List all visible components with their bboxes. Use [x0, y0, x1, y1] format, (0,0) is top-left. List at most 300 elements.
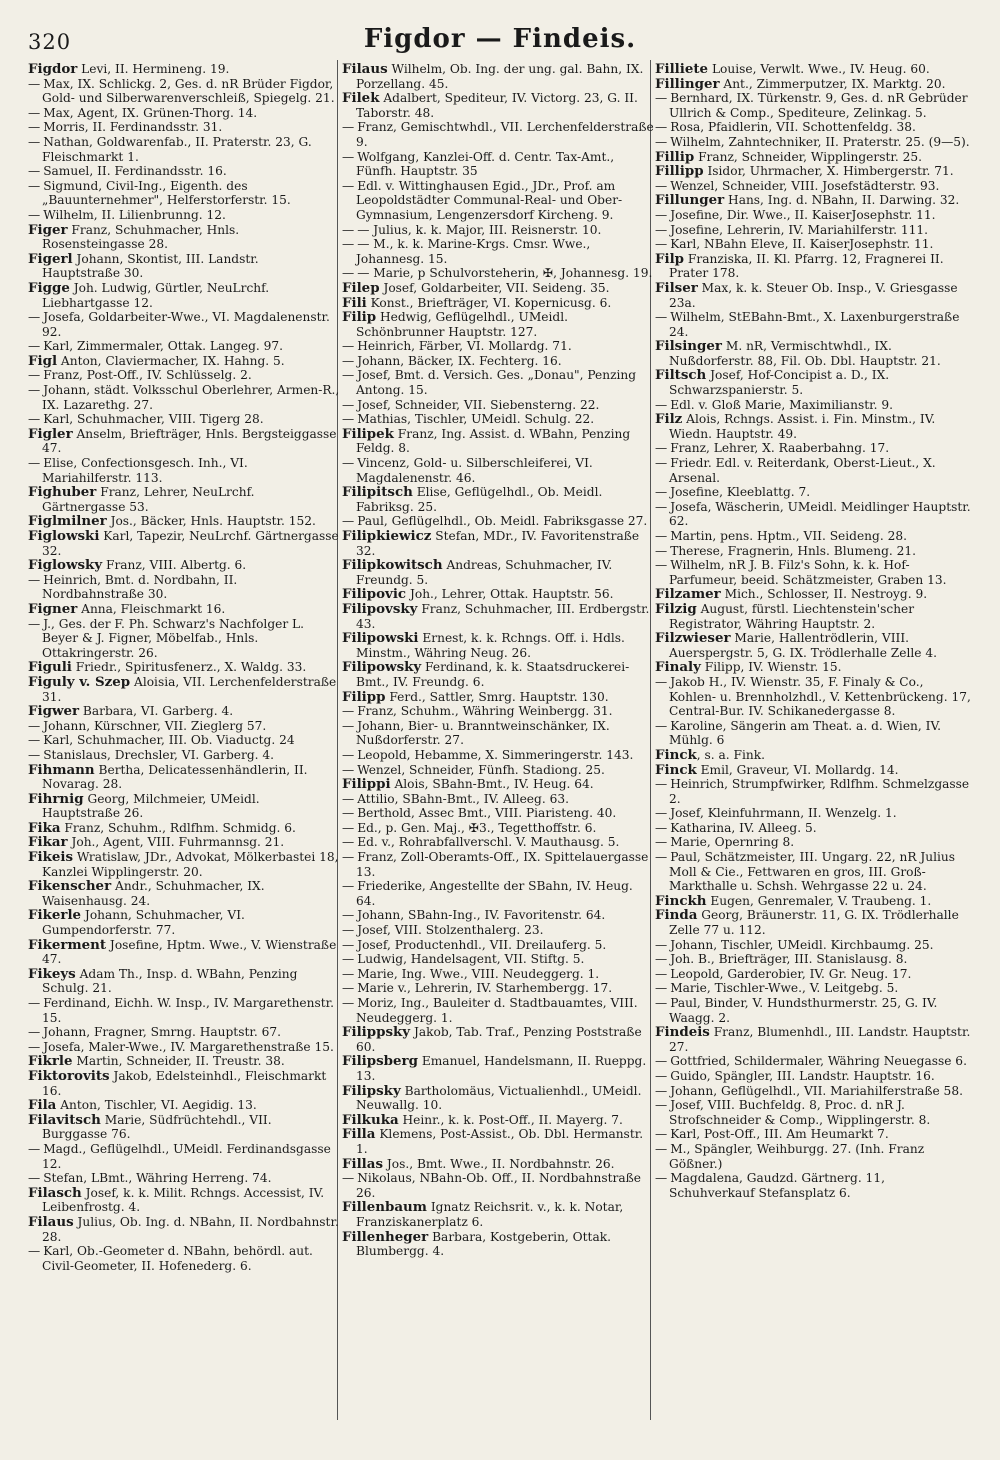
entry-details: Max, IX. Schlickg. 2, Ges. d. nR Brüder Figdor, Gold- und Silberwarenverschleiß, Spiegelg. 21.: [42, 76, 335, 106]
directory-entry: [28, 1186, 340, 1215]
directory-entry: [28, 1069, 340, 1098]
entry-surname: Fika: [28, 819, 61, 836]
entry-surname: Figner: [28, 600, 78, 617]
entry-details: Johann, Bier- u. Branntweinschänker, IX. Nußdorferstr. 27.: [356, 718, 610, 748]
ditto-dash: —: [342, 835, 355, 850]
ditto-dash: —: [655, 134, 668, 149]
entry-details: Johann, Skontist, III. Landstr. Hauptstraße 30.: [42, 251, 259, 281]
directory-entry: [655, 237, 973, 252]
directory-entry: [28, 1142, 340, 1171]
entry-surname: Filaus: [28, 1213, 74, 1230]
entry-details: Josef, VIII. Stolzenthalerg. 23.: [357, 923, 544, 938]
directory-entry: [342, 602, 654, 631]
directory-entry: [655, 252, 973, 281]
entry-details: Franz, Ing. Assist. d. WBahn, Penzing Feldg. 8.: [356, 426, 631, 456]
entry-surname: Figlowsky: [28, 557, 103, 574]
entry-details: Friedr., Spiritusfenerz., X. Waldg. 33.: [71, 660, 307, 675]
entry-details: J., Ges. der F. Ph. Schwarz's Nachfolger L. Beyer & J. Figner, Möbelfab., Hnls. Ottakringerstr. 26.: [42, 616, 304, 660]
entry-details: Nathan, Goldwarenfab., II. Praterstr. 23, G. Fleischmarkt 1.: [42, 134, 312, 164]
directory-entry: [28, 850, 340, 879]
entry-details: Edl. v. Gloß Marie, Maximilianstr. 9.: [670, 397, 894, 412]
directory-entry: [342, 879, 654, 908]
entry-surname: Filzig: [655, 600, 697, 617]
entry-details: Magdalena, Gaudzd. Gärtnerg. 11, Schuhverkauf Stefansplatz 6.: [669, 1171, 885, 1200]
ditto-dash: —: [655, 1068, 668, 1083]
entry-details: Franz, Gemischtwhdl., VII. Lerchenfelderstraße 9.: [356, 120, 654, 149]
entry-details: Heinr., k. k. Post-Off., II. Mayerg. 7.: [398, 1112, 623, 1127]
directory-entry: [342, 150, 654, 179]
entry-details: Johann, Geflügelhdl., VII. Mariahilferstraße 58.: [670, 1083, 963, 1098]
entry-details: Johann, Tischler, UMeidl. Kirchbaumg. 25.: [670, 937, 934, 952]
directory-entry: [342, 821, 654, 836]
directory-entry: [342, 514, 654, 529]
directory-entry: [655, 77, 973, 92]
directory-entry: [28, 660, 340, 675]
directory-entry: [28, 412, 340, 427]
ditto-dash: —: [342, 762, 355, 777]
entry-details: Wenzel, Schneider, Fünfh. Stadiong. 25.: [357, 762, 605, 777]
ditto-dash: —: [28, 76, 41, 91]
directory-entry: [342, 398, 654, 413]
entry-details: Anselm, Briefträger, Hnls. Bergsteiggasse 47.: [42, 426, 337, 456]
entry-surname: Filasch: [28, 1184, 82, 1201]
entry-details: Franz, Blumenhdl., III. Landstr. Hauptstr. 27.: [669, 1025, 971, 1054]
entry-surname: Fillenbaum: [342, 1199, 427, 1216]
entry-details: Adalbert, Spediteur, IV. Victorg. 23, G. II. Taborstr. 48.: [356, 91, 638, 120]
ditto-dash: —: [655, 1083, 668, 1098]
ditto-dash: —: [28, 1244, 41, 1259]
directory-entry: [655, 631, 973, 660]
entry-surname: Filipsky: [342, 1082, 401, 1099]
directory-entry: [342, 1084, 654, 1113]
directory-entry: [28, 1171, 340, 1186]
ditto-dash: —: [342, 806, 355, 821]
directory-entry: [28, 617, 340, 661]
ditto-dash: —: [342, 791, 355, 806]
directory-entry: [342, 660, 654, 689]
column-1: [28, 62, 340, 1437]
directory-entry: [655, 1098, 973, 1127]
directory-entry: [28, 339, 340, 354]
entry-surname: Filp: [655, 250, 685, 267]
entry-details: Josefa, Goldarbeiter-Wwe., VI. Magdalenenstr. 92.: [42, 310, 330, 339]
entry-details: Alois, Rchngs. Assist. i. Fin. Minstm., IV. Wiedn. Hauptstr. 49.: [669, 412, 936, 441]
entry-details: Karl, Zimmermaler, Ottak. Langeg. 97.: [43, 339, 284, 354]
entry-details: Franz, Schuhm., Währing Weinbergg. 31.: [357, 704, 613, 719]
ditto-dash: —: [655, 777, 668, 792]
entry-details: Eugen, Genremaler, V. Traubeng. 1.: [706, 893, 932, 908]
entry-details: Paul, Geflügelhdl., Ob. Meidl. Fabriksgasse 27.: [357, 514, 648, 529]
directory-entry: [655, 120, 973, 135]
directory-entry: [342, 179, 654, 223]
entry-details: Jakob H., IV. Wienstr. 35, F. Finaly & Co., Kohlen- u. Brennholzhdl., V. Kettenbrückeng. 17, Central-Bur. IV. Schikanedergasse 8.: [669, 674, 971, 719]
entry-details: Andreas, Schuhmacher, IV. Freundg. 5.: [356, 558, 613, 587]
entry-details: Ludwig, Handelsagent, VII. Stiftg. 5.: [357, 952, 585, 967]
directory-entry: [342, 587, 654, 602]
entry-details: Aloisia, VII. Lerchenfelderstraße 31.: [42, 674, 337, 704]
entry-details: Barbara, VI. Garberg. 4.: [79, 704, 234, 719]
directory-entry: [655, 1069, 973, 1084]
entry-details: Franziska, II. Kl. Pfarrg. 12, Fragnerei II. Prater 178.: [669, 251, 944, 281]
ditto-dash: —: [342, 514, 355, 529]
ditto-dash: —: [655, 820, 668, 835]
directory-entry: [342, 368, 654, 397]
ditto-dash: —: [28, 105, 41, 120]
directory-entry: [28, 558, 340, 573]
entry-details: Jakob, Edelsteinhdl., Fleischmarkt 16.: [42, 1068, 327, 1098]
entry-details: Bernhard, IX. Türkenstr. 9, Ges. d. nR Gebrüder Ullrich & Comp., Spediteure, Zelinkag. 5.: [669, 91, 968, 120]
entry-surname: Filipowsky: [342, 659, 422, 676]
directory-entry: [655, 544, 973, 559]
directory-entry: [28, 514, 340, 529]
entry-details: Ed., p. Gen. Maj., ✠3., Tegetthoffstr. 6.: [357, 820, 597, 835]
entry-details: Friedr. Edl. v. Reiterdank, Oberst-Lieut., X. Arsenal.: [669, 456, 936, 485]
entry-surname: Fillunger: [655, 192, 725, 209]
entry-surname: Filipkiewicz: [342, 528, 432, 544]
ditto-dash: —: [28, 164, 41, 179]
directory-entry: [28, 719, 340, 734]
directory-entry: [28, 252, 340, 281]
ditto-dash: —: [28, 1039, 41, 1054]
entry-details: Marie, Südfrüchtehdl., VII. Burggasse 76.: [42, 1112, 272, 1142]
directory-entry: [342, 835, 654, 850]
entry-surname: Filipkowitsch: [342, 557, 443, 574]
ditto-dash: —: [655, 674, 668, 689]
directory-entry: [342, 967, 654, 982]
entry-details: Josefine, Lehrerin, IV. Mariahilferstr. 111.: [670, 222, 929, 237]
entry-surname: Finck: [655, 761, 697, 778]
ditto-dash: —: [342, 981, 355, 996]
entry-details: Johann, SBahn-Ing., IV. Favoritenstr. 64.: [357, 908, 606, 923]
entry-surname: Filipovsky: [342, 600, 418, 617]
entry-surname: Fighuber: [28, 484, 97, 501]
ditto-dash: —: [655, 499, 668, 514]
entry-details: Wilhelm, Zahntechniker, II. Praterstr. 25. (9—5).: [670, 134, 970, 149]
entry-details: Hedwig, Geflügelhdl., UMeidl. Schönbrunner Hauptstr. 127.: [356, 310, 568, 339]
entry-surname: Filaus: [342, 62, 388, 77]
entry-details: Karl, Schuhmacher, III. Ob. Viaductg. 24: [43, 733, 295, 748]
directory-entry: [28, 573, 340, 602]
ditto-dash: —: [28, 733, 41, 748]
directory-entry: [28, 821, 340, 836]
ditto-dash: —: [28, 718, 41, 733]
entry-surname: Figer: [28, 221, 68, 238]
entry-details: Franz, Schuhmacher, III. Erdbergstr. 43.: [356, 601, 650, 631]
directory-entry: [342, 1230, 654, 1259]
directory-entry: [28, 835, 340, 850]
entry-surname: Figlowski: [28, 528, 100, 544]
page-header: Figdor — Findeis.: [363, 24, 637, 54]
directory-entry: [655, 938, 973, 953]
entry-details: Ferdinand, Eichh. W. Insp., IV. Margarethenstr. 15.: [42, 996, 335, 1025]
directory-entry: [28, 908, 340, 937]
directory-entry: [342, 631, 654, 660]
entry-details: Karoline, Sängerin am Theat. a. d. Wien, IV. Mühlg. 6: [669, 718, 941, 748]
entry-details: Johann, Kürschner, VII. Zieglerg 57.: [43, 718, 267, 733]
entry-surname: Filippsky: [342, 1024, 411, 1041]
entry-details: Josefa, Maler-Wwe., IV. Margarethenstraße 15.: [43, 1039, 334, 1054]
column-3: [655, 62, 973, 1437]
directory-entry: [655, 150, 973, 165]
ditto-dash: —: [342, 879, 355, 894]
entry-details: Magd., Geflügelhdl., UMeidl. Ferdinandsgasse 12.: [42, 1141, 331, 1171]
ditto-dash: —: [655, 529, 668, 543]
entry-details: Johann, städt. Volksschul Oberlehrer, Armen-R., IX. Lazarethg. 27.: [42, 383, 340, 412]
entry-details: Katharina, IV. Alleeg. 5.: [670, 820, 817, 835]
directory-entry: [342, 339, 654, 354]
ditto-dash: —: [342, 266, 355, 281]
ditto-dash: —: [28, 1171, 41, 1186]
entry-details: M. nR, Vermischtwhdl., IX. Nußdorferstr. 88, Fil. Ob. Dbl. Hauptstr. 21.: [669, 339, 941, 368]
directory-entry: [655, 806, 973, 821]
entry-surname: Fillinger: [655, 75, 720, 92]
directory-entry: [655, 310, 973, 339]
directory-entry: [28, 1054, 340, 1069]
directory-entry: [655, 529, 973, 544]
ditto-dash: —: [655, 558, 668, 573]
directory-entry: [655, 62, 973, 77]
entry-details: Anton, Claviermacher, IX. Hahng. 5.: [57, 353, 285, 368]
entry-details: Josef, Hof-Concipist a. D., IX. Schwarzspanierstr. 5.: [669, 368, 890, 398]
entry-details: Ferd., Sattler, Smrg. Hauptstr. 130.: [385, 689, 609, 704]
ditto-dash: —: [28, 456, 41, 471]
ditto-dash: —: [342, 397, 355, 412]
directory-entry: [28, 792, 340, 821]
entry-details: Josef, Bmt. d. Versich. Ges. „Donau", Penzing Antong. 15.: [356, 368, 637, 398]
directory-entry: [28, 106, 340, 121]
entry-details: Morris, II. Ferdinandsstr. 31.: [43, 120, 223, 135]
entry-surname: Filzwieser: [655, 630, 731, 647]
directory-entry: [28, 1025, 340, 1040]
entry-surname: Figuli: [28, 659, 72, 676]
entry-details: Berthold, Assec Bmt., VIII. Piaristeng. 40.: [357, 806, 617, 821]
ditto-dash: —: [28, 339, 41, 354]
entry-details: Ed. v., Rohrabfallverschl. V. Mauthausg. 5.: [357, 835, 620, 850]
entry-surname: Figdor: [28, 62, 78, 77]
directory-entry: [655, 777, 973, 806]
ditto-dash: —: [655, 981, 668, 996]
ditto-dash: —: [28, 1141, 41, 1156]
directory-entry: [28, 135, 340, 164]
entry-details: Louise, Verwlt. Wwe., IV. Heug. 60.: [708, 62, 930, 76]
entry-surname: Findeis: [655, 1024, 710, 1041]
ditto-dash: —: [342, 368, 355, 383]
directory-entry: [28, 223, 340, 252]
entry-details: Jos., Bäcker, Hnls. Hauptstr. 152.: [106, 514, 316, 529]
entry-surname: Fillenheger: [342, 1228, 429, 1245]
directory-entry: [342, 310, 654, 339]
ditto-dash: —: [342, 339, 355, 354]
entry-details: Julius, Ob. Ing. d. NBahn, II. Nordbahnstr. 28.: [42, 1214, 339, 1244]
entry-surname: Filipitsch: [342, 484, 413, 501]
entry-details: Bertha, Delicatessenhändlerin, II. Novarag. 28.: [42, 762, 308, 792]
entry-surname: Figuly v. Szep: [28, 673, 131, 690]
directory-entry: [28, 77, 340, 106]
ditto-dash: —: [655, 310, 668, 325]
entry-details: Georg, Milchmeier, UMeidl. Hauptstraße 26.: [42, 791, 260, 821]
ditto-dash: —: [342, 923, 355, 938]
ditto-dash: —: [342, 747, 355, 762]
entry-details: Samuel, II. Ferdinandsstr. 16.: [43, 164, 227, 179]
entry-details: Max, k. k. Steuer Ob. Insp., V. Griesgasse 23a.: [669, 280, 958, 310]
entry-surname: Finck: [655, 746, 697, 763]
entry-details: Andr., Schuhmacher, IX. Waisenhausg. 24.: [42, 879, 265, 908]
entry-surname: Filep: [342, 279, 380, 296]
directory-entry: [28, 120, 340, 135]
directory-entry: [342, 1200, 654, 1229]
directory-entry: [28, 996, 340, 1025]
entry-details: Stefan, MDr., IV. Favoritenstraße 32.: [356, 529, 640, 558]
ditto-dash: —: [28, 996, 41, 1010]
directory-entry: [342, 777, 654, 792]
entry-details: Josefine, Hptm. Wwe., V. Wienstraße 47.: [42, 937, 337, 967]
directory-entry: [655, 179, 973, 194]
entry-surname: Fila: [28, 1097, 57, 1114]
entry-surname: Filsinger: [655, 338, 722, 355]
entry-surname: Fiktorovits: [28, 1067, 110, 1084]
entry-details: Ferdinand, k. k. Staatsdruckerei-Bmt., IV. Freundg. 6.: [356, 660, 630, 689]
ditto-dash: —: [342, 120, 355, 135]
entry-surname: Filliete: [655, 62, 709, 77]
ditto-dash: —: [655, 485, 668, 500]
ditto-dash: —: [342, 353, 355, 368]
ditto-dash: —: [655, 1127, 668, 1142]
entry-details: Attilio, SBahn-Bmt., IV. Alleeg. 63.: [357, 791, 569, 806]
entry-details: Hans, Ing. d. NBahn, II. Darwing. 32.: [724, 193, 960, 208]
ditto-dash: —: [655, 1054, 668, 1069]
entry-details: Marie, Hallentrödlerin, VIII. Auerspergstr. 5, G. IX. Trödlerhalle Zelle 4.: [669, 631, 937, 660]
directory-entry: [28, 456, 340, 485]
entry-details: Martin, pens. Hptm., VII. Seideng. 28.: [670, 529, 907, 543]
entry-details: Josef, VIII. Buchfeldg. 8, Proc. d. nR J. Strofschneider & Comp., Wipplingerstr. 8.: [669, 1098, 931, 1127]
entry-details: Nikolaus, NBahn-Ob. Off., II. Nordbahnstraße 26.: [356, 1171, 641, 1200]
ditto-dash: —: [28, 383, 41, 398]
directory-entry: [655, 908, 973, 937]
entry-surname: Filtsch: [655, 367, 707, 384]
entry-details: Anton, Tischler, VI. Aegidig. 13.: [56, 1098, 257, 1113]
entry-surname: Figerl: [28, 250, 73, 267]
directory-entry: [28, 427, 340, 456]
directory-entry: [655, 981, 973, 996]
entry-details: Elise, Geflügelhdl., Ob. Meidl. Fabriksg. 25.: [356, 485, 603, 514]
entry-surname: Filkuka: [342, 1111, 399, 1128]
entry-surname: Figwer: [28, 703, 80, 720]
ditto-dash: —: [28, 572, 41, 587]
entry-surname: Filippi: [342, 776, 391, 793]
directory-entry: [655, 763, 973, 778]
entry-surname: Fikar: [28, 834, 68, 851]
entry-details: Moriz, Ing., Bauleiter d. Stadtbauamtes, VIII. Neudeggerg. 1.: [356, 996, 638, 1025]
ditto-dash: —: [655, 937, 668, 952]
entry-details: Leopold, Garderobier, IV. Gr. Neug. 17.: [670, 966, 912, 981]
directory-entry: [28, 164, 340, 179]
entry-details: Marie, Opernring 8.: [670, 835, 795, 850]
ditto-dash: —: [28, 412, 41, 427]
entry-details: Guido, Spängler, III. Landstr. Hauptstr. 16.: [670, 1068, 935, 1083]
entry-details: August, fürstl. Liechtenstein'scher Registrator, Währing Hauptstr. 2.: [669, 601, 915, 631]
directory-entry: [655, 1127, 973, 1142]
entry-details: — Julius, k. k. Major, III. Reisnerstr. 10.: [357, 222, 602, 237]
entry-details: — M., k. k. Marine-Krgs. Cmsr. Wwe., Johannesg. 15.: [356, 237, 591, 266]
entry-details: Mathias, Tischler, UMeidl. Schulg. 22.: [357, 412, 595, 427]
entry-details: Martin, Schneider, II. Treustr. 38.: [72, 1054, 285, 1069]
directory-entry: [28, 354, 340, 369]
directory-entry: [655, 602, 973, 631]
directory-entry: [28, 62, 340, 77]
directory-entry: [655, 281, 973, 310]
entry-surname: Filipek: [342, 425, 394, 442]
directory-entry: [655, 223, 973, 238]
ditto-dash: —: [342, 996, 355, 1010]
directory-entry: [342, 529, 654, 558]
directory-entry: [342, 1171, 654, 1200]
entry-details: Josefa, Wäscherin, UMeidl. Meidlinger Hauptstr. 62.: [669, 499, 971, 529]
directory-entry: [28, 748, 340, 763]
entry-details: Franz, Lehrer, X. Raaberbahng. 17.: [670, 441, 890, 456]
entry-surname: Filla: [342, 1126, 376, 1143]
entry-surname: Finda: [655, 907, 698, 924]
entry-details: Barbara, Kostgeberin, Ottak. Blumbergg. 4.: [356, 1229, 611, 1259]
directory-entry: [655, 412, 973, 441]
ditto-dash: —: [655, 120, 668, 135]
ditto-dash: —: [342, 850, 355, 865]
directory-entry: [655, 1171, 973, 1200]
entry-surname: Figge: [28, 279, 70, 296]
entry-surname: Fikeis: [28, 849, 74, 866]
directory-entry: [342, 938, 654, 953]
entry-surname: Filser: [655, 279, 698, 296]
column-2: [342, 62, 654, 1437]
entry-surname: Filavitsch: [28, 1111, 101, 1128]
ditto-dash: —: [655, 543, 668, 558]
directory-entry: [655, 558, 973, 587]
directory-entry: [342, 690, 654, 705]
directory-entry: [655, 1054, 973, 1069]
entry-details: — Marie, p Schulvorsteherin, ✠, Johannesg. 19.: [357, 266, 653, 281]
entry-details: Heinrich, Färber, VI. Mollardg. 71.: [357, 339, 572, 354]
directory-entry: [655, 1142, 973, 1171]
entry-surname: Fikerment: [28, 936, 107, 953]
entry-details: Konst., Briefträger, VI. Kopernicusg. 6.: [366, 295, 612, 310]
directory-entry: [655, 485, 973, 500]
directory-entry: [342, 996, 654, 1025]
ditto-dash: —: [655, 456, 668, 471]
ditto-dash: —: [28, 120, 41, 135]
ditto-dash: —: [28, 368, 41, 383]
entry-details: Marie, Ing. Wwe., VIII. Neudeggerg. 1.: [357, 966, 600, 981]
ditto-dash: —: [655, 952, 668, 967]
entry-surname: Fikeys: [28, 965, 76, 982]
directory-entry: [342, 91, 654, 120]
entry-details: Emanuel, Handelsmann, II. Rueppg. 13.: [356, 1054, 647, 1083]
entry-details: Wolfgang, Kanzlei-Off. d. Centr. Tax-Amt., Fünfh. Hauptstr. 35: [356, 149, 615, 179]
ditto-dash: —: [655, 996, 668, 1010]
entry-details: Ant., Zimmerputzer, IX. Marktg. 20.: [719, 76, 946, 91]
entry-details: Franz, Lehrer, NeuLrchf. Gärtnergasse 53.: [42, 485, 255, 514]
directory-entry: [342, 456, 654, 485]
ditto-dash: —: [655, 441, 668, 456]
entry-details: Karl, Tapezir, NeuLrchf. Gärtnergasse 32.: [42, 529, 339, 558]
entry-surname: Figl: [28, 352, 58, 369]
ditto-dash: —: [28, 310, 41, 325]
entry-details: Wilhelm, Ob. Ing. der ung. gal. Bahn, IX. Porzellang. 45.: [356, 62, 644, 91]
ditto-dash: —: [655, 91, 668, 106]
entry-details: Josefine, Dir. Wwe., II. KaiserJosephstr. 11.: [670, 207, 936, 222]
entry-details: Joh., Lehrer, Ottak. Hauptstr. 56.: [406, 587, 614, 602]
ditto-dash: —: [655, 835, 668, 850]
entry-surname: Finaly: [655, 659, 701, 676]
ditto-dash: —: [342, 820, 355, 835]
